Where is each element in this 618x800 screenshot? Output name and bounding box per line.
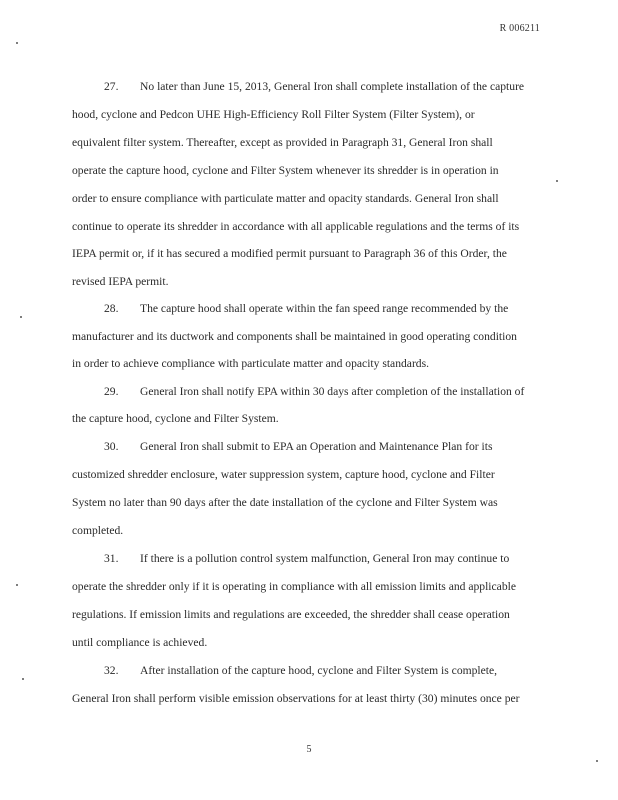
scan-speck bbox=[20, 316, 22, 318]
page-number: 5 bbox=[306, 744, 312, 755]
paragraph-30-line-2: customized shredder enclosure, water suppression system, capture hood, cyclone and Filter bbox=[72, 468, 495, 481]
paragraph-32-line-2: General Iron shall perform visible emission observations for at least thirty (30) minutes once per bbox=[72, 692, 520, 705]
paragraph-27-line-5: order to ensure compliance with particulate matter and opacity standards. General Iron shall bbox=[72, 192, 499, 205]
paragraph-28-line-1: 28. The capture hood shall operate within the fan speed range recommended by the bbox=[104, 302, 509, 315]
paragraph-27-line-6: continue to operate its shredder in accordance with all applicable regulations and the terms of its bbox=[72, 220, 520, 233]
paragraph-number: 28. bbox=[104, 302, 119, 315]
scan-speck bbox=[16, 584, 18, 586]
paragraph-number: 30. bbox=[104, 440, 119, 453]
paragraph-27-line-3: equivalent filter system. Thereafter, except as provided in Paragraph 31, General Iron shall bbox=[72, 136, 493, 149]
paragraph-27-line-7: IEPA permit or, if it has secured a modified permit pursuant to Paragraph 36 of this Order, the bbox=[72, 247, 507, 260]
paragraph-30-line-4: completed. bbox=[72, 524, 124, 537]
scan-speck bbox=[16, 42, 18, 44]
paragraph-31-line-3: regulations. If emission limits and regulations are exceeded, the shredder shall cease operation bbox=[72, 608, 510, 621]
paragraph-number: 32. bbox=[104, 664, 119, 677]
paragraph-32-line-1: 32. After installation of the capture hood, cyclone and Filter System is complete, bbox=[104, 664, 498, 677]
paragraph-30-line-3: System no later than 90 days after the date installation of the cyclone and Filter System was bbox=[72, 496, 498, 509]
paragraph-31-line-1: 31. If there is a pollution control system malfunction, General Iron may continue to bbox=[104, 552, 510, 565]
paragraph-number: 31. bbox=[104, 552, 119, 565]
paragraph-27-line-2: hood, cyclone and Pedcon UHE High-Efficiency Roll Filter System (Filter System), or bbox=[72, 108, 475, 121]
paragraph-31-line-4: until compliance is achieved. bbox=[72, 636, 208, 649]
scan-speck bbox=[22, 678, 24, 680]
scan-speck bbox=[556, 180, 558, 182]
paragraph-28-line-2: manufacturer and its ductwork and components shall be maintained in good operating condition bbox=[72, 330, 517, 343]
paragraph-number: 27. bbox=[104, 80, 119, 93]
paragraph-29-line-2: the capture hood, cyclone and Filter System. bbox=[72, 412, 279, 425]
paragraph-number: 29. bbox=[104, 385, 119, 398]
paragraph-27-line-8: revised IEPA permit. bbox=[72, 275, 169, 288]
paragraph-27-line-4: operate the capture hood, cyclone and Filter System whenever its shredder is in operation in bbox=[72, 164, 499, 177]
paragraph-27-line-1: 27. No later than June 15, 2013, General Iron shall complete installation of the capture bbox=[104, 80, 525, 93]
bates-number: R 006211 bbox=[499, 23, 540, 34]
paragraph-29-line-1: 29. General Iron shall notify EPA within 30 days after completion of the installation of bbox=[104, 385, 525, 398]
paragraph-28-line-3: in order to achieve compliance with particulate matter and opacity standards. bbox=[72, 357, 430, 370]
scan-speck bbox=[596, 760, 598, 762]
paragraph-31-line-2: operate the shredder only if it is operating in compliance with all emission limits and applicable bbox=[72, 580, 516, 593]
paragraph-30-line-1: 30. General Iron shall submit to EPA an Operation and Maintenance Plan for its bbox=[104, 440, 493, 453]
